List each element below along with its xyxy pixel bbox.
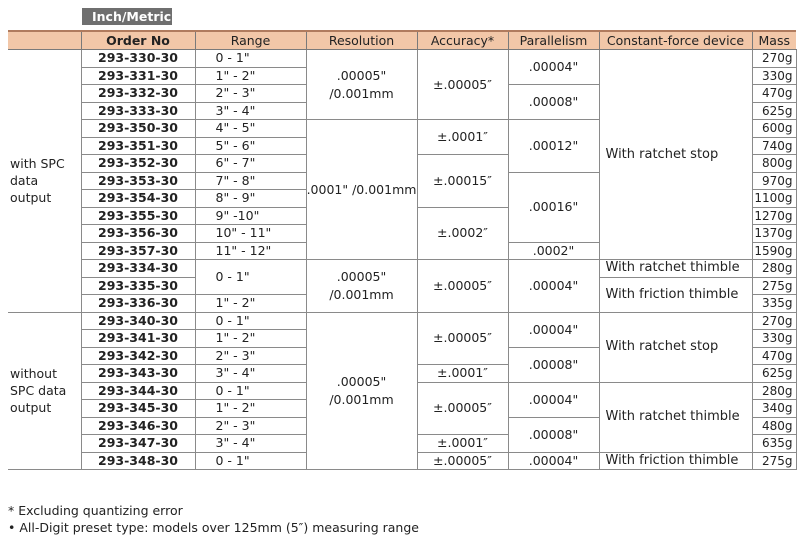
mass: 600g: [752, 120, 796, 138]
range: 5" - 6": [195, 137, 306, 155]
range: 0 - 1": [195, 260, 306, 295]
order-no: 293-344-30: [81, 382, 195, 400]
footnote-all-digit: • All-Digit preset type: models over 125mm (5″) measuring range: [8, 520, 419, 535]
accuracy: ±.00005″: [417, 50, 508, 120]
resolution: .00005" /0.001mm: [306, 312, 417, 470]
mass: 470g: [752, 85, 796, 103]
mass: 740g: [752, 137, 796, 155]
order-no: 293-352-30: [81, 155, 195, 173]
header-range: Range: [195, 31, 306, 50]
constant-force-device: With friction thimble: [599, 452, 752, 470]
group-label: without SPC data output: [8, 312, 81, 470]
mass: 635g: [752, 435, 796, 453]
order-no: 293-355-30: [81, 207, 195, 225]
mass: 480g: [752, 417, 796, 435]
header-accuracy: Accuracy*: [417, 31, 508, 50]
header-order-no: Order No: [81, 31, 195, 50]
range: 0 - 1": [195, 452, 306, 470]
table-row: [8, 50, 796, 68]
range: 0 - 1": [195, 382, 306, 400]
mass: 800g: [752, 155, 796, 173]
range: 1" - 2": [195, 67, 306, 85]
accuracy: ±.00005″: [417, 312, 508, 365]
range: 3" - 4": [195, 435, 306, 453]
header-row: [8, 31, 796, 50]
mass: 275g: [752, 277, 796, 295]
order-no: 293-346-30: [81, 417, 195, 435]
accuracy: ±.0001″: [417, 365, 508, 383]
range: 1" - 2": [195, 330, 306, 348]
range: 1" - 2": [195, 295, 306, 313]
header-parallelism: Parallelism: [508, 31, 599, 50]
table-row: [8, 312, 796, 330]
resolution: .00005" /0.001mm: [306, 50, 417, 120]
range: 1" - 2": [195, 400, 306, 418]
accuracy: ±.00015″: [417, 155, 508, 208]
header-mass: Mass: [752, 31, 796, 50]
spec-table: [8, 30, 797, 470]
range: 3" - 4": [195, 365, 306, 383]
accuracy: ±.0001″: [417, 435, 508, 453]
range: 0 - 1": [195, 312, 306, 330]
order-no: 293-333-30: [81, 102, 195, 120]
header-constant-force-device: Constant-force device: [599, 31, 752, 50]
constant-force-device: With ratchet stop: [599, 312, 752, 382]
mass: 970g: [752, 172, 796, 190]
order-no: 293-331-30: [81, 67, 195, 85]
mass: 275g: [752, 452, 796, 470]
range: 9" -10": [195, 207, 306, 225]
group-label: with SPC data output: [8, 50, 81, 313]
order-no: 293-348-30: [81, 452, 195, 470]
mass: 625g: [752, 365, 796, 383]
constant-force-device: With ratchet stop: [599, 50, 752, 260]
accuracy: ±.0002″: [417, 207, 508, 260]
mass: 1590g: [752, 242, 796, 260]
constant-force-device: With ratchet thimble: [599, 260, 752, 278]
order-no: 293-335-30: [81, 277, 195, 295]
range: 2" - 3": [195, 85, 306, 103]
accuracy: ±.00005″: [417, 260, 508, 313]
constant-force-device: With friction thimble: [599, 277, 752, 312]
order-no: 293-357-30: [81, 242, 195, 260]
order-no: 293-340-30: [81, 312, 195, 330]
order-no: 293-351-30: [81, 137, 195, 155]
range: 6" - 7": [195, 155, 306, 173]
accuracy: ±.0001″: [417, 120, 508, 155]
order-no: 293-336-30: [81, 295, 195, 313]
resolution: .00005" /0.001mm: [306, 260, 417, 313]
parallelism: .00004": [508, 312, 599, 347]
range: 4" - 5": [195, 120, 306, 138]
mass: 330g: [752, 67, 796, 85]
parallelism: .00004": [508, 382, 599, 417]
order-no: 293-332-30: [81, 85, 195, 103]
range: 10" - 11": [195, 225, 306, 243]
order-no: 293-354-30: [81, 190, 195, 208]
order-no: 293-341-30: [81, 330, 195, 348]
accuracy: ±.00005″: [417, 452, 508, 470]
mass: 625g: [752, 102, 796, 120]
mass: 270g: [752, 312, 796, 330]
range: 2" - 3": [195, 417, 306, 435]
resolution: .0001" /0.001mm: [306, 120, 417, 260]
parallelism: .00008": [508, 347, 599, 382]
parallelism: .00012": [508, 120, 599, 173]
order-no: 293-334-30: [81, 260, 195, 278]
range: 2" - 3": [195, 347, 306, 365]
constant-force-device: With ratchet thimble: [599, 382, 752, 452]
header-group: [8, 31, 81, 50]
mass: 1370g: [752, 225, 796, 243]
parallelism: .00008": [508, 417, 599, 452]
order-no: 293-356-30: [81, 225, 195, 243]
range: 0 - 1": [195, 50, 306, 68]
inch-metric-tab: Inch/Metric: [82, 8, 178, 25]
mass: 470g: [752, 347, 796, 365]
parallelism: .00004": [508, 452, 599, 470]
table-row: [8, 260, 796, 278]
order-no: 293-345-30: [81, 400, 195, 418]
mass: 280g: [752, 382, 796, 400]
mass: 270g: [752, 50, 796, 68]
range: 3" - 4": [195, 102, 306, 120]
order-no: 293-353-30: [81, 172, 195, 190]
accuracy: ±.00005″: [417, 382, 508, 435]
parallelism: .00004": [508, 260, 599, 313]
range: 7" - 8": [195, 172, 306, 190]
parallelism: .00004": [508, 50, 599, 85]
parallelism: .0002": [508, 242, 599, 260]
range: 11" - 12": [195, 242, 306, 260]
mass: 1100g: [752, 190, 796, 208]
mass: 340g: [752, 400, 796, 418]
mass: 1270g: [752, 207, 796, 225]
order-no: 293-347-30: [81, 435, 195, 453]
parallelism: .00008": [508, 85, 599, 120]
footnote-quantizing: * Excluding quantizing error: [8, 503, 183, 518]
header-resolution: Resolution: [306, 31, 417, 50]
parallelism: .00016": [508, 172, 599, 242]
order-no: 293-330-30: [81, 50, 195, 68]
order-no: 293-342-30: [81, 347, 195, 365]
mass: 330g: [752, 330, 796, 348]
order-no: 293-350-30: [81, 120, 195, 138]
footnotes: [8, 502, 419, 536]
mass: 335g: [752, 295, 796, 313]
range: 8" - 9": [195, 190, 306, 208]
mass: 280g: [752, 260, 796, 278]
order-no: 293-343-30: [81, 365, 195, 383]
